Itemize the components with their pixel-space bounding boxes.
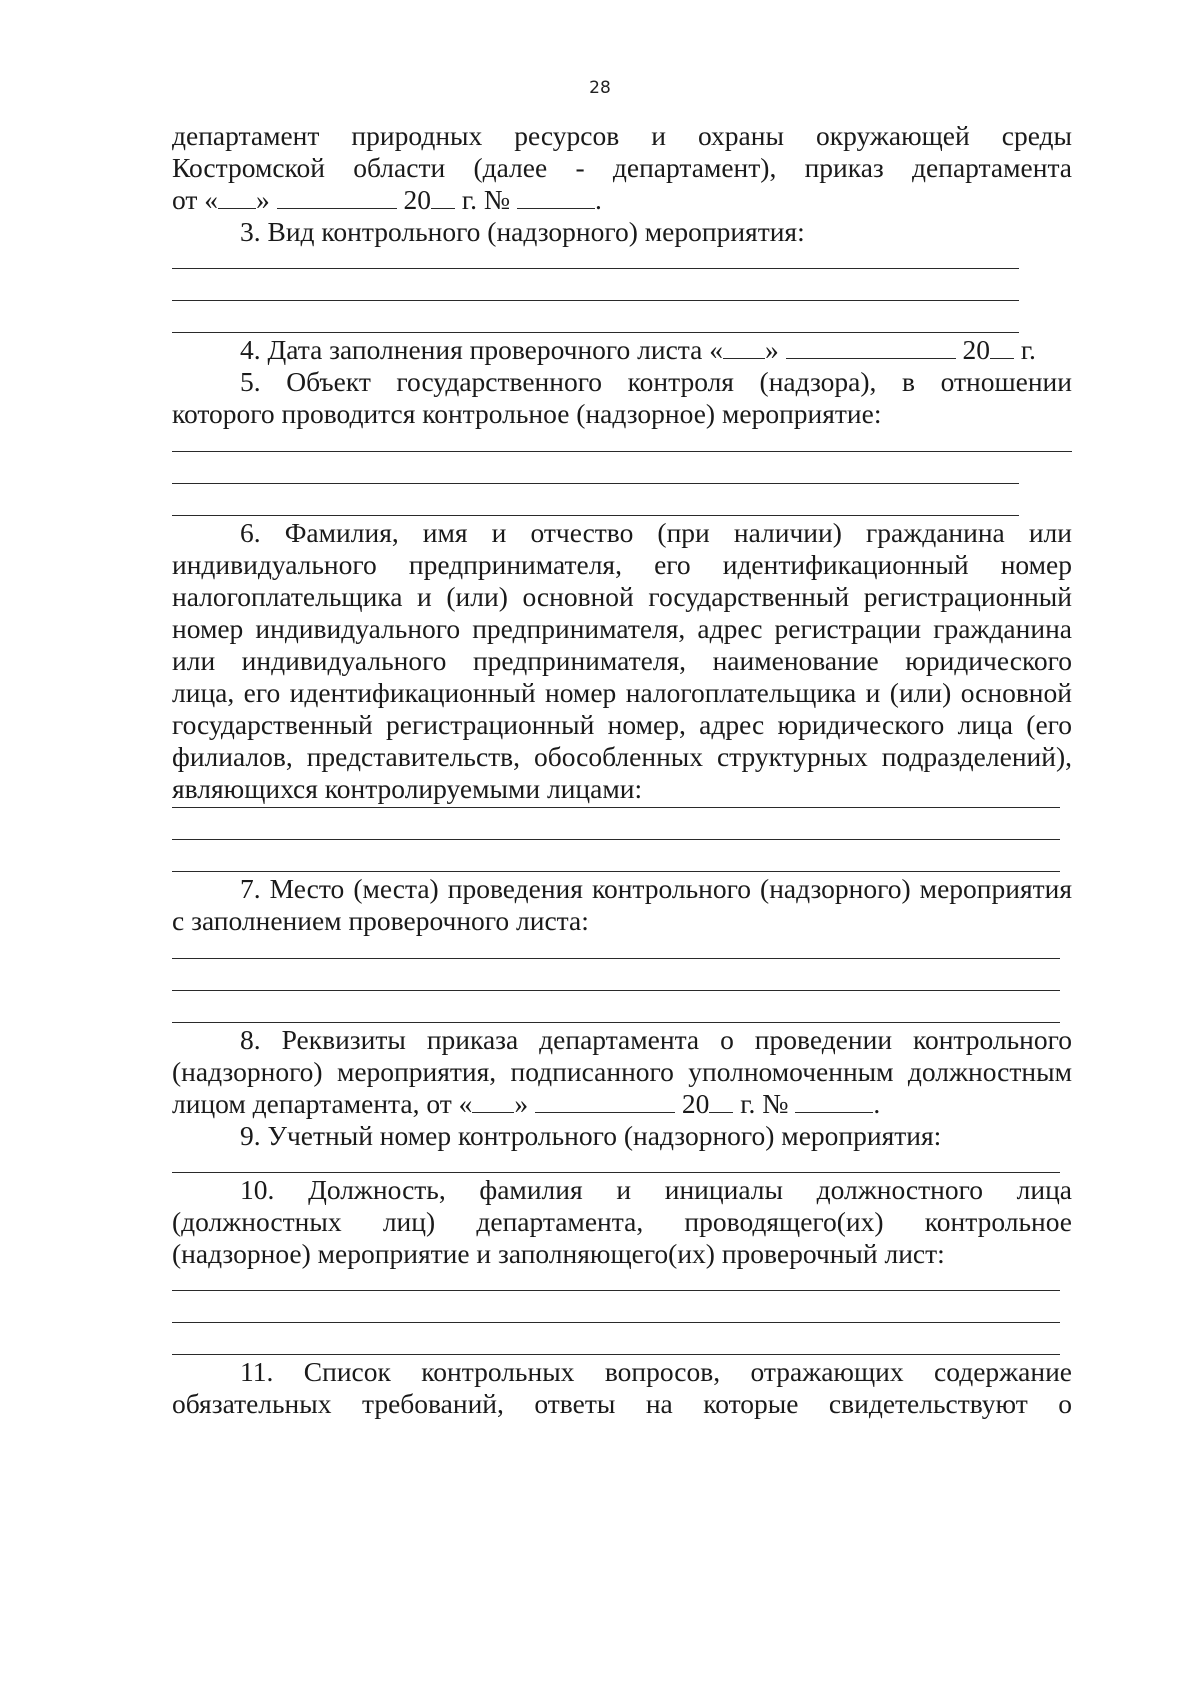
section-3-title: 3. Вид контрольного (надзорного) мероприятия: [240,216,805,247]
section-8-from-label: лицом департамента, от « [172,1088,473,1119]
section-3-blank-line-2[interactable] [172,300,1019,301]
section-6-line-1: 6. Фамилия, имя и отчество (при наличии) гражданина или [240,517,1072,548]
section-3-blank-line-3[interactable] [172,332,1019,333]
section-5-blank-line-3[interactable] [172,515,1019,516]
section-9-title: 9. Учетный номер контрольного (надзорного) мероприятия: [240,1120,942,1151]
section-4-day-blank[interactable] [723,336,765,359]
section-10-blank-line-1[interactable] [172,1290,1060,1291]
page-number: 28 [589,78,611,98]
section-6-line-2: индивидуального предпринимателя, его идентификационный номер [172,549,1072,580]
section-6-blank-line-1[interactable] [172,807,1060,808]
section-7-blank-line-3[interactable] [172,1022,1060,1023]
section-7-line-1: 7. Место (места) проведения контрольного (надзорного) мероприятия [240,873,1072,904]
section-6-line-3: налогоплательщика и (или) основной государственный регистрационный [172,581,1072,612]
section-6-line-5: или индивидуального предпринимателя, наименование юридического [172,645,1072,676]
section-7-line-2: с заполнением проверочного листа: [172,905,589,936]
paragraph-intro-line-2: Костромской области (далее - департамент), приказ департамента [172,152,1072,183]
paragraph-intro-line-1: департамент природных ресурсов и охраны окружающей среды [172,120,1072,151]
section-10-blank-line-3[interactable] [172,1354,1060,1355]
section-8-year-prefix: 20 [681,1088,710,1119]
intro-quote-close: » [256,184,270,215]
section-4-quote-close: » [764,334,779,365]
section-7-blank-line-2[interactable] [172,990,1060,991]
section-8-number-blank[interactable] [795,1090,873,1113]
section-5-line-1: 5. Объект государственного контроля (надзора), в отношении [240,366,1072,397]
section-8-quote-close: » [514,1088,529,1119]
section-7-blank-line-1[interactable] [172,958,1060,959]
section-4-year-prefix: 20 [962,334,990,365]
section-6-line-8: филиалов, представительств, обособленных структурных подразделений), [172,741,1072,772]
section-10-line-3: (надзорное) мероприятие и заполняющего(их) проверочный лист: [172,1238,945,1269]
section-4-year-suffix: г. [1020,334,1036,365]
intro-period: . [594,184,602,215]
section-3-blank-line-1[interactable] [172,268,1019,269]
section-11-line-1: 11. Список контрольных вопросов, отражающих содержание [240,1356,1072,1387]
section-6-line-6: лица, его идентификационный номер налогоплательщика и (или) основной [172,677,1072,708]
section-8-month-blank[interactable] [535,1090,675,1113]
section-6-line-4: номер индивидуального предпринимателя, адрес регистрации гражданина [172,613,1072,644]
intro-number-label: г. № [461,184,511,215]
intro-number-blank[interactable] [517,186,595,209]
section-8-day-blank[interactable] [472,1090,514,1113]
section-8-line-3 [172,1088,1072,1120]
intro-month-blank[interactable] [277,186,397,209]
paragraph-intro-line-3 [172,184,1072,216]
section-4-label: 4. Дата заполнения проверочного листа « [240,334,723,365]
section-8-period: . [873,1088,881,1119]
section-6-blank-line-3[interactable] [172,871,1060,872]
section-6-line-7: государственный регистрационный номер, адрес юридического лица (его [172,709,1072,740]
section-6-line-9: являющихся контролируемыми лицами: [172,773,643,804]
intro-day-blank[interactable] [218,186,256,209]
section-4-month-blank[interactable] [786,336,956,359]
section-10-line-1: 10. Должность, фамилия и инициалы должностного лица [240,1174,1072,1205]
section-10-line-2: (должностных лиц) департамента, проводящего(их) контрольное [172,1206,1072,1237]
section-5-blank-line-1[interactable] [172,451,1072,452]
intro-year-blank[interactable] [431,186,455,209]
section-6-blank-line-2[interactable] [172,839,1060,840]
section-8-line-2: (надзорного) мероприятия, подписанного уполномоченным должностным [172,1056,1072,1087]
section-4-line [240,334,1072,366]
section-8-number-label: г. № [740,1088,789,1119]
intro-from-label: от « [172,184,219,215]
section-4-year-blank[interactable] [990,336,1014,359]
section-8-line-1: 8. Реквизиты приказа департамента о проведении контрольного [240,1024,1072,1055]
section-9-blank-line-1[interactable] [172,1172,1060,1173]
section-8-year-blank[interactable] [709,1090,733,1113]
intro-year-prefix: 20 [403,184,432,215]
section-11-line-2: обязательных требований, ответы на которые свидетельствуют о [172,1388,1072,1419]
section-10-blank-line-2[interactable] [172,1322,1060,1323]
section-5-line-2: которого проводится контрольное (надзорное) мероприятие: [172,398,882,429]
section-5-blank-line-2[interactable] [172,483,1019,484]
